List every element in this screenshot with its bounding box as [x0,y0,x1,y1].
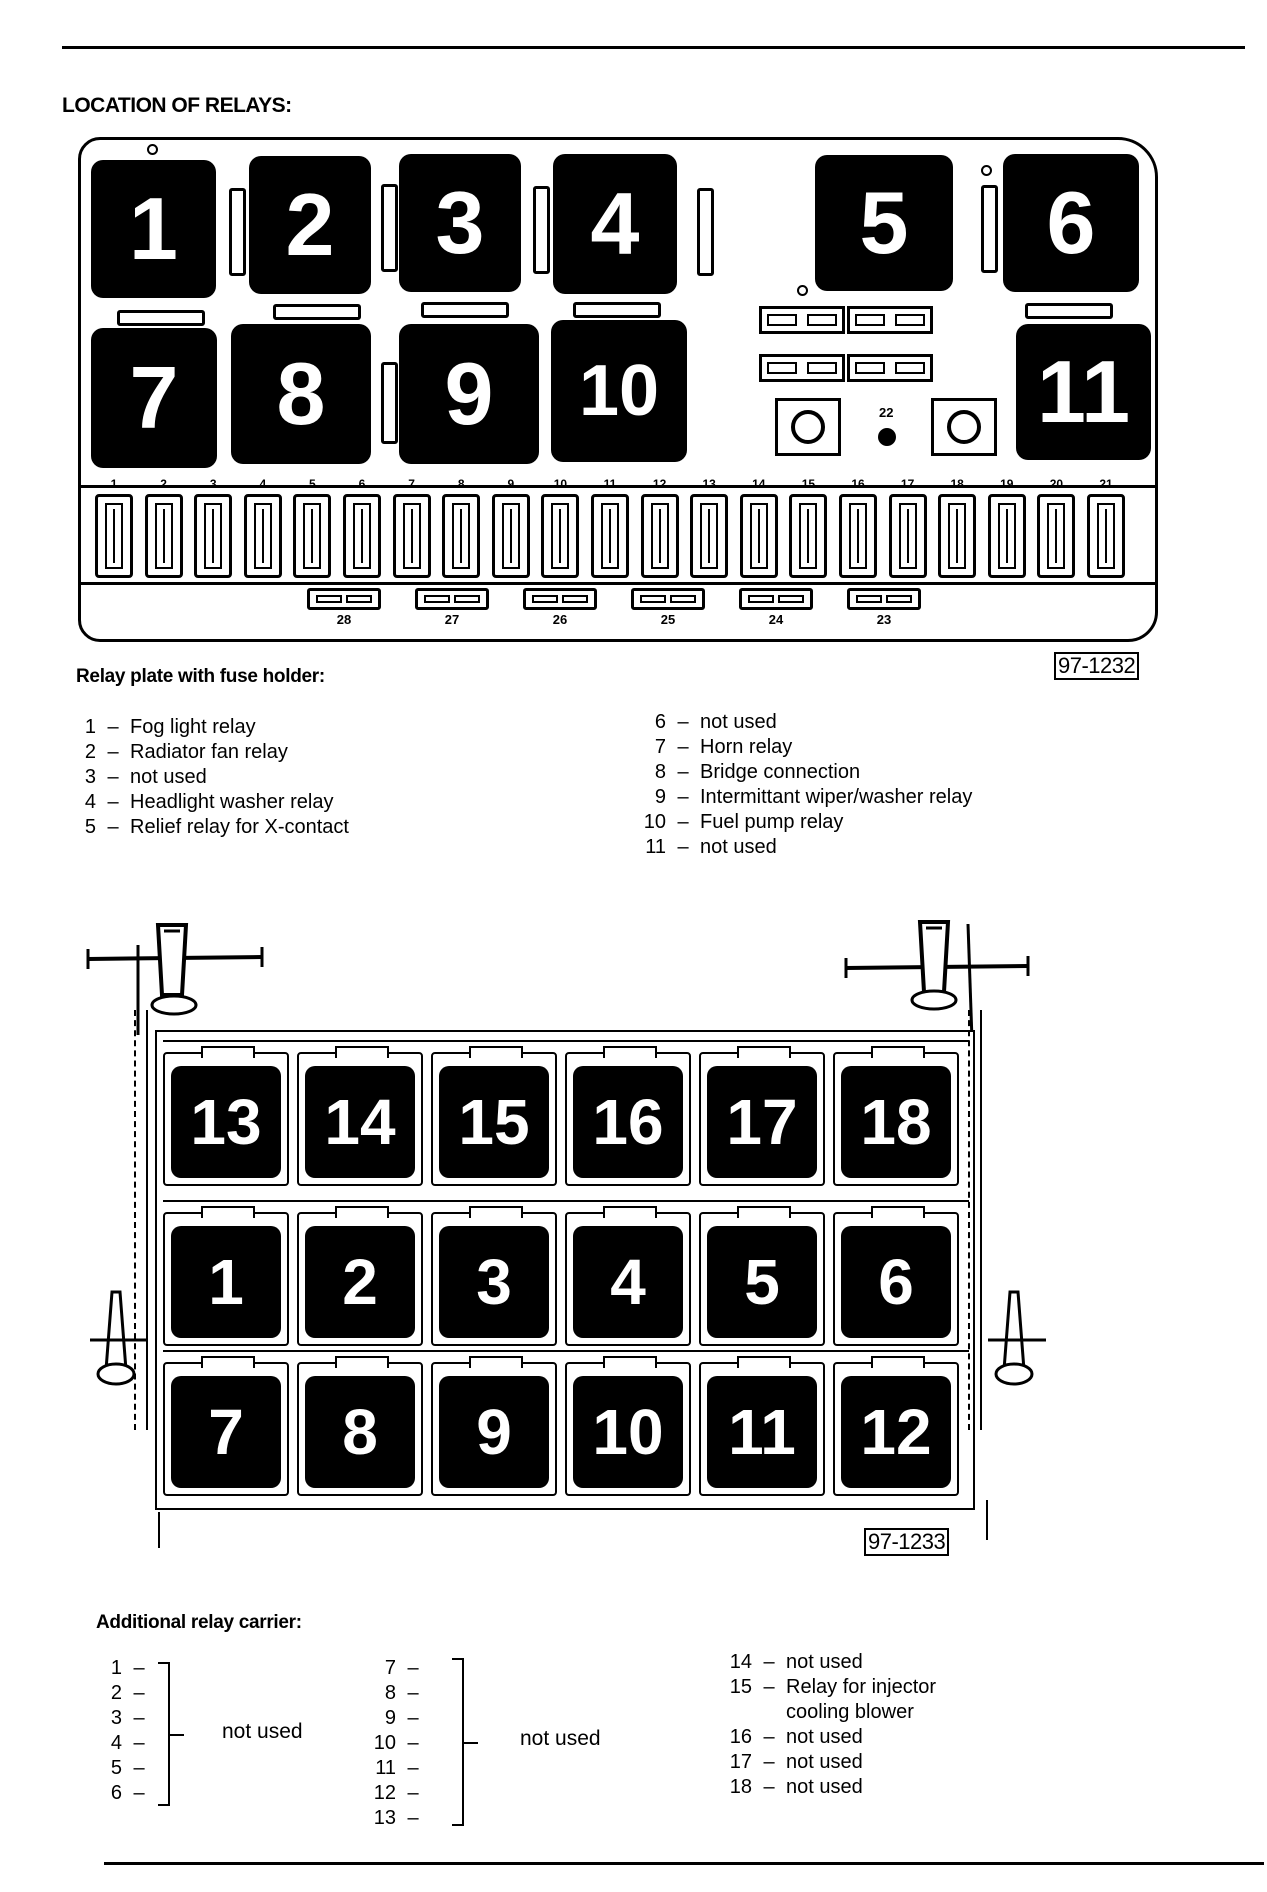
legend-dash: – [133,1732,145,1754]
carrier-slot-10 [565,1362,691,1496]
legend-dash: – [133,1782,145,1804]
legend-item [726,1650,936,1675]
carrier-relay-11: 11 [707,1376,817,1488]
fuse-number: 9 [507,477,515,491]
fuse-element-icon [998,503,1016,569]
fuse-14 [740,477,778,578]
carrier-relay-6: 6 [841,1226,951,1338]
fuse-16 [839,477,877,578]
relay-legend-right [640,710,972,860]
top-rule [62,46,1245,49]
legend-dash: – [107,816,119,838]
legend-item [640,735,972,760]
slot-latch [201,1206,255,1218]
legend-dash: – [763,1776,775,1798]
relay-legend-left [70,715,349,840]
legend-dash: – [677,736,689,758]
legend-item [370,1756,430,1781]
fuse-element-icon [452,503,470,569]
legend-number: 17 [729,1751,752,1773]
item-22-stud [878,428,896,446]
fuse-slot [117,310,205,326]
legend-item [96,1706,156,1731]
fuse-number: 6 [358,477,366,491]
fuse-21 [1087,477,1125,578]
legend-item [370,1806,430,1831]
fuse-number: 19 [1000,477,1014,491]
relay-3: 3 [399,154,521,292]
legend-item [726,1725,936,1750]
legend-dash: – [763,1751,775,1773]
fuse-element-icon [105,503,123,569]
legend-item [640,760,972,785]
fuse-element-icon [849,503,867,569]
fuse-number: 17 [900,477,915,491]
legend-number: 12 [373,1782,396,1804]
fuse-row [81,477,1155,585]
legend-number: 7 [654,736,666,758]
fuse-20 [1037,477,1075,578]
legend-number: 7 [384,1657,396,1679]
legend-item [370,1681,430,1706]
carrier-legend-group-1 [96,1656,156,1806]
legend-dash: – [107,741,119,763]
fuse-element-icon [303,503,321,569]
legend-number: 10 [643,811,666,833]
carrier-subtitle: Additional relay carrier: [96,1612,302,1633]
slot-latch [469,1046,523,1058]
legend-dash: – [407,1657,419,1679]
relay-11: 11 [1016,324,1151,460]
fuse-element-icon [353,503,371,569]
relay-6: 6 [1003,154,1139,292]
fuse-element-icon [1047,503,1065,569]
carrier-slot-15 [431,1052,557,1186]
carrier-relay-9: 9 [439,1376,549,1488]
fuse-13 [690,477,728,578]
fuse-element-icon [502,503,520,569]
carrier-relay-5: 5 [707,1226,817,1338]
carrier-relay-15: 15 [439,1066,549,1178]
legend-item [640,785,972,810]
fuse-number: 4 [259,477,267,491]
legend-number: 11 [645,836,666,858]
fuse-element-icon [948,503,966,569]
fuse-26 [523,588,597,610]
legend-description: Relief relay for X-contact [130,816,349,838]
fuse-slot [381,184,398,272]
fuse-number: 10 [553,477,568,491]
fuse-slot [273,304,361,320]
mini-fuse [759,306,845,334]
carrier-row [163,1350,969,1500]
legend-description: cooling blower [786,1701,914,1723]
fuse-number: 2 [160,477,167,491]
carrier-slot-16 [565,1052,691,1186]
fuse-number: 26 [552,612,568,627]
legend-description: Horn relay [700,736,793,758]
legend-number: 8 [654,761,666,783]
fuse-slot [421,302,509,318]
fuse-number: 24 [768,612,784,627]
relay-7: 7 [91,328,217,468]
legend-item [70,815,349,840]
carrier-slot-17 [699,1052,825,1186]
fuse-19 [988,477,1026,578]
legend-description: Fog light relay [130,716,256,738]
fuse-number: 7 [408,477,415,491]
carrier-relay-3: 3 [439,1226,549,1338]
fuse-27 [415,588,489,610]
carrier-relay-13: 13 [171,1066,281,1178]
mini-fuse [759,354,845,382]
legend-item [640,835,972,860]
legend-dash: – [133,1657,145,1679]
carrier-group-2-desc: not used [520,1727,601,1750]
fuse-slot [229,188,246,276]
legend-number: 9 [654,786,666,808]
carrier-relay-7: 7 [171,1376,281,1488]
fuse-element-icon [651,503,669,569]
legend-number: 18 [729,1776,752,1798]
carrier-slot-6 [833,1212,959,1346]
carrier-relay-12: 12 [841,1376,951,1488]
fuse-3 [194,477,232,578]
slot-latch [871,1356,925,1368]
fuse-element-icon [551,503,569,569]
legend-number: 13 [373,1807,396,1829]
relay-5: 5 [815,155,953,291]
legend-number: 1 [110,1657,122,1679]
slot-latch [469,1206,523,1218]
relay-4: 4 [553,154,677,294]
relay-9: 9 [399,324,539,464]
fuse-number: 8 [457,477,465,491]
legend-item [96,1781,156,1806]
carrier-row [163,1200,969,1350]
fuse-7 [393,477,431,578]
legend-item [370,1706,430,1731]
fuse-8 [442,477,480,578]
fuse-number: 3 [209,477,217,491]
fuse-17 [889,477,927,578]
legend-description: not used [786,1751,863,1773]
slot-latch [871,1046,925,1058]
slot-latch [335,1356,389,1368]
legend-item [726,1775,936,1800]
legend-description: Radiator fan relay [130,741,288,763]
fuse-element-icon [750,503,768,569]
legend-description: Relay for injector [786,1676,937,1698]
fuse-number: 14 [752,477,766,491]
fuse-element-icon [204,503,222,569]
legend-dash: – [763,1676,775,1698]
legend-dash: – [133,1707,145,1729]
mount-hole [147,144,158,155]
legend-dash: – [677,811,689,833]
slot-latch [603,1356,657,1368]
carrier-row [163,1040,969,1190]
fuse-element-icon [799,503,817,569]
relay-plate-diagram [78,137,1158,642]
fuse-number: 18 [950,477,964,491]
legend-description: not used [786,1651,863,1673]
legend-dash: – [133,1682,145,1704]
legend-item [96,1756,156,1781]
legend-description: not used [700,836,777,858]
legend-description: Headlight washer relay [130,791,334,813]
fuse-4 [244,477,282,578]
legend-item [70,715,349,740]
carrier-legend-group-2 [370,1656,430,1831]
carrier-relay-10: 10 [573,1376,683,1488]
fuse-number: 25 [660,612,676,627]
slot-latch [737,1206,791,1218]
legend-dash: – [107,791,119,813]
terminal-block [931,398,997,456]
fuse-number: 1 [110,477,118,491]
slot-latch [737,1356,791,1368]
fuse-23 [847,588,921,610]
fuse-number: 23 [876,612,892,627]
mount-hole [797,285,808,296]
mount-clip-left-icon [86,915,266,1035]
slot-latch [603,1206,657,1218]
fuse-number: 12 [652,477,667,491]
carrier-relay-1: 1 [171,1226,281,1338]
carrier-slot-2 [297,1212,423,1346]
fuse-element-icon [155,503,173,569]
legend-dash: – [407,1757,419,1779]
fuse-number: 11 [603,477,617,491]
legend-item [70,740,349,765]
carrier-slot-8 [297,1362,423,1496]
fuse-element-icon [601,503,619,569]
fuse-12 [641,477,679,578]
legend-dash: – [407,1732,419,1754]
slot-latch [603,1046,657,1058]
legend-number: 2 [84,741,96,763]
fuse-15 [789,477,827,578]
carrier-group-1-desc: not used [222,1720,303,1743]
mount-hole [981,165,992,176]
fuse-number: 21 [1099,477,1113,491]
legend-dash: – [107,766,119,788]
bottom-rule [104,1862,1264,1865]
carrier-slot-14 [297,1052,423,1186]
relay-carrier [155,1030,975,1510]
figure-code-1233: 97-1233 [864,1528,949,1556]
legend-dash: – [677,836,689,858]
fuse-9 [492,477,530,578]
carrier-slot-9 [431,1362,557,1496]
carrier-slot-5 [699,1212,825,1346]
fuse-number: 20 [1049,477,1064,491]
fuse-5 [293,477,331,578]
fuse-element-icon [254,503,272,569]
mount-clip-right-icon [842,910,1032,1030]
carrier-slot-4 [565,1212,691,1346]
mini-fuse [847,306,933,334]
legend-description: not used [786,1726,863,1748]
carrier-slot-3 [431,1212,557,1346]
fuse-1 [95,477,133,578]
fuse-element-icon [899,503,917,569]
legend-number: 11 [375,1757,396,1779]
relay-plate-subtitle: Relay plate with fuse holder: [76,666,325,687]
legend-dash: – [407,1707,419,1729]
legend-dash: – [763,1651,775,1673]
fuse-slot [381,362,398,444]
legend-item [70,765,349,790]
carrier-relay-16: 16 [573,1066,683,1178]
fuse-number: 15 [801,477,816,491]
legend-dash [752,1700,786,1725]
legend-item [70,790,349,815]
legend-item [726,1700,936,1725]
fuse-slot [981,185,998,273]
relay-8: 8 [231,324,371,464]
slot-latch [335,1046,389,1058]
legend-item [640,710,972,735]
fuse-element-icon [1097,503,1115,569]
legend-number: 15 [729,1676,752,1698]
legend-dash: – [677,786,689,808]
fuse-element-icon [403,503,421,569]
fuse-number: 27 [444,612,460,627]
legend-item [96,1681,156,1706]
legend-description: not used [700,711,777,733]
legend-number: 6 [654,711,666,733]
legend-item [640,810,972,835]
page-title: LOCATION OF RELAYS: [62,94,292,117]
relay-10: 10 [551,320,687,462]
legend-number: 5 [110,1757,122,1779]
legend-number: 14 [729,1651,752,1673]
fuse-slot [533,186,550,274]
carrier-slot-11 [699,1362,825,1496]
legend-item [96,1731,156,1756]
fuse-slot [1025,303,1113,319]
carrier-relay-17: 17 [707,1066,817,1178]
legend-item [370,1656,430,1681]
fuse-number: 13 [702,477,716,491]
slot-latch [201,1046,255,1058]
legend-description: not used [786,1776,863,1798]
slot-latch [469,1356,523,1368]
carrier-relay-4: 4 [573,1226,683,1338]
legend-description: Bridge connection [700,761,861,783]
carrier-relay-2: 2 [305,1226,415,1338]
fuse-number: 16 [851,477,865,491]
legend-number: 6 [110,1782,122,1804]
legend-dash: – [677,761,689,783]
legend-dash: – [407,1807,419,1829]
legend-dash: – [677,711,689,733]
slot-latch [335,1206,389,1218]
fuse-18 [938,477,976,578]
relay-2: 2 [249,156,371,294]
fuse-slot [573,302,661,318]
carrier-slot-12 [833,1362,959,1496]
fuse-slot [697,188,714,276]
legend-number: 1 [84,716,96,738]
legend-number: 3 [84,766,96,788]
slot-latch [737,1046,791,1058]
legend-number [726,1700,752,1725]
relay-1: 1 [91,160,216,298]
carrier-relay-18: 18 [841,1066,951,1178]
legend-dash: – [407,1782,419,1804]
terminal-block [775,398,841,456]
fuse-28 [307,588,381,610]
legend-number: 10 [373,1732,396,1754]
legend-dash: – [763,1726,775,1748]
legend-description: not used [130,766,207,788]
fuse-25 [631,588,705,610]
fuse-number: 28 [336,612,352,627]
mini-fuse [847,354,933,382]
carrier-slot-18 [833,1052,959,1186]
carrier-slot-7 [163,1362,289,1496]
fuse-10 [541,477,579,578]
carrier-slot-1 [163,1212,289,1346]
fuse-element-icon [700,503,718,569]
carrier-relay-8: 8 [305,1376,415,1488]
carrier-legend-bracket-1 [158,1662,170,1806]
legend-number: 3 [110,1707,122,1729]
legend-description: Intermittant wiper/washer relay [700,786,973,808]
legend-dash: – [407,1682,419,1704]
carrier-rail-left [134,1010,148,1430]
item-22-label: 22 [879,405,894,420]
carrier-legend-bracket-2 [452,1658,464,1826]
fuse-24 [739,588,813,610]
legend-item [726,1750,936,1775]
carrier-base-line [158,1512,160,1548]
fuse-2 [145,477,183,578]
fuse-number: 5 [309,477,316,491]
fuse-11 [591,477,629,578]
legend-item [370,1781,430,1806]
carrier-slot-13 [163,1052,289,1186]
figure-code-1232: 97-1232 [1054,652,1139,680]
legend-dash: – [107,716,119,738]
legend-number: 8 [384,1682,396,1704]
carrier-legend-right [726,1650,936,1800]
legend-number: 16 [729,1726,752,1748]
slot-latch [871,1206,925,1218]
carrier-relay-14: 14 [305,1066,415,1178]
legend-number: 5 [84,816,96,838]
legend-item [726,1675,936,1700]
slot-latch [201,1356,255,1368]
side-peg-right-icon [988,1290,1048,1390]
fuse-6 [343,477,381,578]
legend-description: Fuel pump relay [700,811,844,833]
legend-dash: – [133,1757,145,1779]
legend-number: 4 [110,1732,122,1754]
legend-number: 4 [84,791,96,813]
legend-item [96,1656,156,1681]
legend-number: 9 [384,1707,396,1729]
legend-number: 2 [110,1682,122,1704]
legend-item [370,1731,430,1756]
carrier-base-line [986,1500,988,1540]
